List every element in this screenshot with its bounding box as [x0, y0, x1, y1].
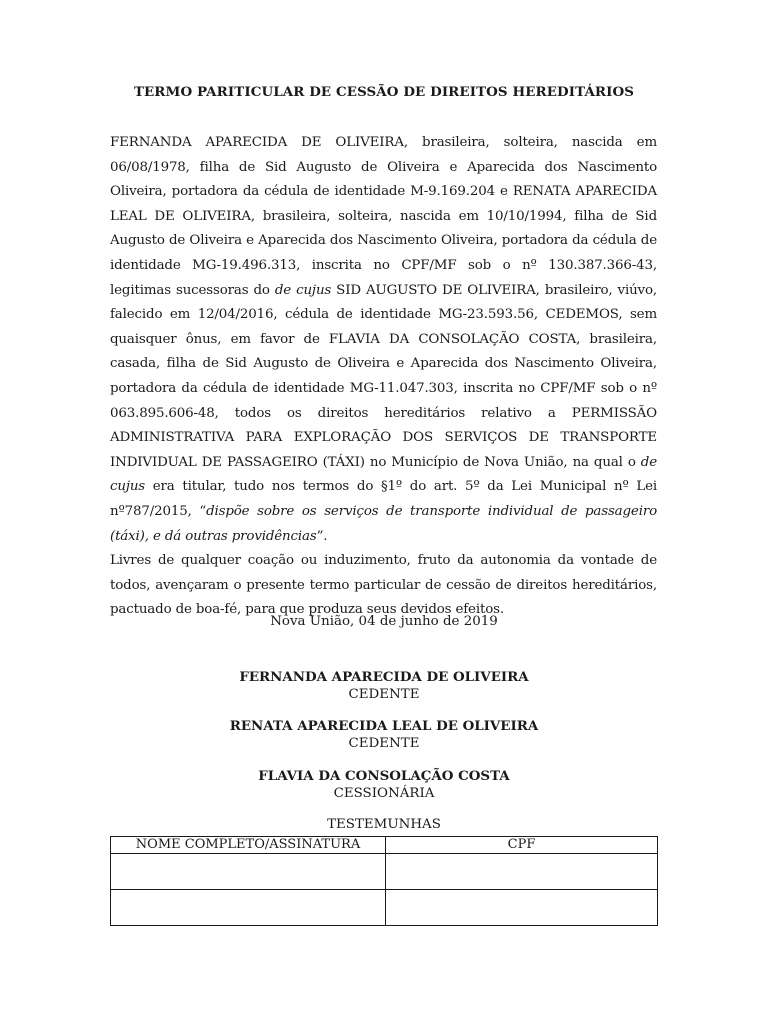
text-run: ”. [316, 528, 328, 544]
signature-block-renata [0, 717, 768, 752]
italic-text-run: de cujus [274, 282, 332, 298]
witness-cpf-cell [386, 890, 658, 926]
table-header-row [111, 837, 658, 854]
signatory-role: CEDENTE [348, 687, 420, 702]
table-row [111, 854, 658, 890]
column-header-cpf: CPF [386, 837, 658, 854]
paragraph-cession-terms [110, 131, 657, 549]
signatory-name: RENATA APARECIDA LEAL DE OLIVEIRA [229, 718, 539, 734]
table-row [111, 890, 658, 926]
paragraph-closing: Livres de qualquer coação ou induzimento, fruto da autonomia da vontade de todos, avençaram o presente termo particular de cessão de direitos hereditários, pactuado de boa-fé, para que produza seus devidos efeitos. [110, 553, 657, 618]
text-run: era titular, tudo nos termos do §1º do art. 5º da Lei Municipal nº Lei nº787/2015, “ [110, 479, 657, 519]
document-body [110, 131, 657, 623]
witnesses-heading: TESTEMUNHAS [327, 817, 441, 832]
signatory-name: FLAVIA DA CONSOLAÇÃO COSTA [258, 768, 510, 784]
italic-text-run: de cujus [110, 454, 657, 495]
witness-signature-cell [111, 890, 386, 926]
signatory-role: CESSIONÁRIA [333, 786, 435, 801]
column-header-name: NOME COMPLETO/ASSINATURA [111, 837, 386, 854]
italic-text-run: dispõe sobre os serviços de transporte individual de passageiro (táxi), e dá outras providências [110, 503, 657, 544]
signatory-role: CEDENTE [348, 736, 420, 751]
date-line: Nova União, 04 de junho de 2019 [270, 614, 498, 629]
signature-block-flavia [0, 767, 768, 802]
text-run: FERNANDA APARECIDA DE OLIVEIRA, brasileira, solteira, nascida em 06/08/1978, filha de Sid Augusto de Oliveira e Aparecida dos Nascimento Oliveira, portadora da cédula de identidade M-9.169.204 e RENATA APARECIDA LEAL DE OLIVEIRA, brasileira, solteira, nascida em 10/10/1994, filha de Sid Augusto de Oliveira e Aparecida dos Nascimento Oliveira, portadora da cédula de identidade MG-19.496.313, inscrita no CPF/MF sob o nº 130.387.366-43, legitimas sucessoras do [110, 135, 657, 298]
signatory-name: FERNANDA APARECIDA DE OLIVEIRA [239, 669, 529, 685]
witness-signature-cell [111, 854, 386, 890]
witness-cpf-cell [386, 854, 658, 890]
signature-block-fernanda [0, 668, 768, 703]
witnesses-table [110, 836, 658, 926]
text-run: SID AUGUSTO DE OLIVEIRA, brasileiro, viúvo, falecido em 12/04/2016, cédula de identidade MG-23.593.56, CEDEMOS, sem quaisquer ônus, em favor de FLAVIA DA CONSOLAÇÃO COSTA, brasileira, casada, filha de Sid Augusto de Oliveira e Aparecida dos Nascimento Oliveira, portadora da cédula de identidade MG-11.047.303, inscrita no CPF/MF sob o nº 063.895.606-48, todos os direitos hereditários relativo a PERMISSÃO ADMINISTRATIVA PARA EXPLORAÇÃO DOS SERVIÇOS DE TRANSPORTE INDIVIDUAL DE PASSAGEIRO (TÁXI) no Município de Nova União, na qual o [110, 282, 657, 470]
document-title: TERMO PARITICULAR DE CESSÃO DE DIREITOS HEREDITÁRIOS [133, 84, 635, 100]
